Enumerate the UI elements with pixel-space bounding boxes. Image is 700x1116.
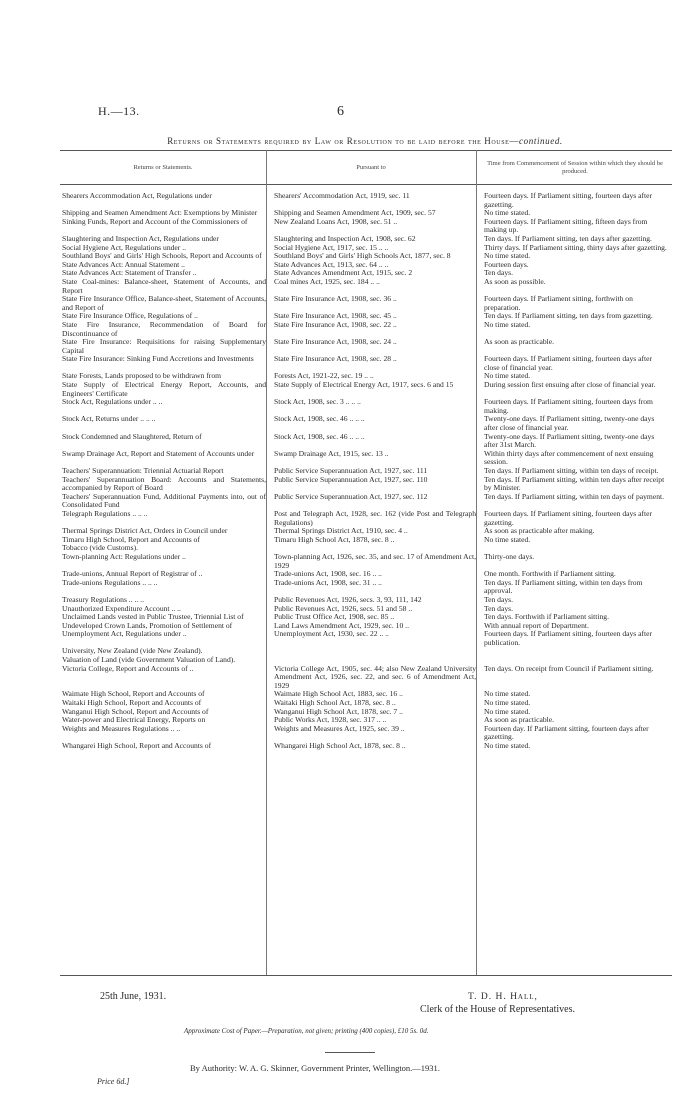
page-subtitle bbox=[60, 136, 670, 146]
return-cell: Telegraph Regulations .. .. .. bbox=[62, 508, 148, 518]
table-row bbox=[60, 493, 672, 510]
table-row bbox=[60, 415, 672, 432]
table-bottom-rule bbox=[60, 975, 672, 976]
time-cell: No time stated. bbox=[484, 208, 531, 218]
pursuant-cell: Victoria College Act, 1905, sec. 44; also New Zealand University Amendment Act, 1926, sec. 22, and sec. 6 of Amendment Act, 1929 bbox=[274, 663, 476, 690]
pursuant-cell: Trade-unions Act, 1908, sec. 16 .. .. bbox=[274, 569, 382, 579]
return-cell: State Fire Insurance Office, Regulations of .. bbox=[62, 311, 198, 321]
table-row bbox=[60, 295, 672, 312]
pursuant-cell: State Supply of Electrical Energy Act, 1917, secs. 6 and 15 bbox=[274, 380, 454, 390]
time-cell: Thirty days. If Parliament sitting, thirty days after gazetting. bbox=[484, 242, 667, 252]
time-cell: Fourteen day. If Parliament sitting, fourteen days after gazetting. bbox=[484, 723, 649, 742]
return-cell: Social Hygiene Act, Regulations under .. bbox=[62, 242, 187, 252]
pursuant-cell: Social Hygiene Act, 1917, sec. 15 .. .. bbox=[274, 242, 389, 252]
pursuant-cell: Public Service Superannuation Act, 1927, sec. 112 bbox=[274, 491, 428, 501]
time-cell: As soon as practicable. bbox=[484, 715, 555, 725]
time-cell: As soon as practicable after making. bbox=[484, 526, 595, 536]
time-cell: No time stated. bbox=[484, 371, 531, 381]
pursuant-cell: Swamp Drainage Act, 1915, sec. 13 .. bbox=[274, 448, 389, 458]
return-cell: Shipping and Seamen Amendment Act: Exemptions by Minister bbox=[62, 208, 258, 218]
cost-note: Approximate Cost of Paper.—Preparation, not given; printing (400 copies), £10 5s. 0d. bbox=[184, 1027, 429, 1035]
return-cell: Swamp Drainage Act, Report and Statement of Accounts under bbox=[62, 448, 255, 458]
return-cell: Thermal Springs District Act, Orders in Council under bbox=[62, 526, 228, 536]
return-cell: Treasury Regulations .. .. .. bbox=[62, 594, 144, 604]
pursuant-cell: Coal mines Act, 1925, sec. 184 .. .. bbox=[274, 276, 380, 286]
table-row bbox=[60, 742, 672, 751]
table-row bbox=[60, 476, 672, 493]
pursuant-cell: State Fire Insurance Act, 1908, sec. 36 .. bbox=[274, 294, 397, 304]
pursuant-cell: Waimate High School Act, 1883, sec. 16 .. bbox=[274, 689, 403, 699]
time-cell: Ten days. bbox=[484, 603, 513, 613]
time-cell: Fourteen days. If Parliament sitting, fourteen days after gazetting. bbox=[484, 191, 653, 209]
returns-table bbox=[60, 192, 672, 751]
pursuant-cell: Public Revenues Act, 1926, secs. 51 and 58 .. bbox=[274, 603, 413, 613]
pursuant-cell: Land Laws Amendment Act, 1929, sec. 10 .. bbox=[274, 620, 409, 630]
price-note: Price 6d.] bbox=[97, 1077, 130, 1086]
table-row bbox=[60, 355, 672, 372]
time-cell: Ten days. If Parliament sitting, within ten days of payment. bbox=[484, 491, 664, 501]
pursuant-cell: State Fire Insurance Act, 1908, sec. 45 .. bbox=[274, 311, 397, 321]
pursuant-cell: Public Service Superannuation Act, 1927, sec. 111 bbox=[274, 466, 428, 475]
pursuant-cell: Stock Act, 1908, sec. 3 .. .. .. bbox=[274, 397, 361, 407]
page-number: 6 bbox=[337, 104, 344, 119]
pursuant-cell: State Advances Act, 1913, sec. 64 .. .. bbox=[274, 259, 389, 269]
return-cell: Tobacco (vide Customs). bbox=[62, 543, 139, 553]
return-cell: Timaru High School, Report and Accounts of bbox=[62, 534, 200, 544]
return-cell: Teachers' Superannuation: Triennial Actuarial Report bbox=[62, 466, 224, 475]
pursuant-cell: Timaru High School Act, 1878, sec. 8 .. bbox=[274, 534, 395, 544]
table-row bbox=[60, 553, 672, 570]
pursuant-cell: Public Trust Office Act, 1908, sec. 85 .. bbox=[274, 612, 395, 622]
table-row bbox=[60, 278, 672, 295]
pursuant-cell: Weights and Measures Act, 1925, sec. 39 .. bbox=[274, 723, 405, 733]
pursuant-cell: Town-planning Act, 1926, sec. 35, and sec. 17 of Amendment Act, 1929 bbox=[274, 551, 476, 570]
return-cell: Teachers' Superannuation Board: Accounts and Statements, accompanied by Report of Board bbox=[62, 474, 266, 493]
return-cell: State Coal-mines: Balance-sheet, Statement of Accounts, and Report bbox=[62, 276, 266, 295]
time-cell: Twenty-one days. If Parliament sitting, twenty-one days after 31st March. bbox=[484, 431, 655, 450]
time-cell: Ten days. On receipt from Council if Parliament sitting. bbox=[484, 663, 654, 673]
pursuant-cell: State Advances Amendment Act, 1915, sec. 2 bbox=[274, 268, 413, 278]
return-cell: Slaughtering and Inspection Act, Regulations under bbox=[62, 233, 219, 243]
time-cell: No time stated. bbox=[484, 319, 531, 329]
time-cell: Ten days. If Parliament sitting, within ten days of receipt. bbox=[484, 466, 659, 475]
pursuant-cell: Public Service Superannuation Act, 1927, sec. 110 bbox=[274, 474, 428, 484]
return-cell: State Advances Act: Annual Statement .. bbox=[62, 259, 185, 269]
time-cell: Fourteen days. If Parliament sitting, fourteen days after gazetting. bbox=[484, 508, 653, 527]
return-cell: Water-power and Electrical Energy, Reports on bbox=[62, 715, 206, 725]
return-cell: Victoria College, Report and Accounts of .. bbox=[62, 663, 194, 673]
return-cell: Unclaimed Lands vested in Public Trustee, Triennial List of bbox=[62, 612, 244, 622]
document-reference: H.—13. bbox=[98, 104, 140, 118]
time-cell: Twenty-one days. If Parliament sitting, twenty-one days after close of financial year. bbox=[484, 414, 655, 433]
return-cell: Trade-unions, Annual Report of Registrar of .. bbox=[62, 569, 203, 579]
time-cell: Within thirty days after commencement of next ensuing session. bbox=[484, 448, 654, 467]
return-cell: Weights and Measures Regulations .. .. bbox=[62, 723, 181, 733]
pursuant-cell bbox=[269, 647, 479, 656]
return-cell: Teachers' Superannuation Fund, Additional Payments into, out of Consolidated Fund bbox=[62, 491, 266, 510]
time-cell: No time stated. bbox=[484, 534, 531, 544]
pursuant-cell: Trade-unions Act, 1908, sec. 31 .. .. bbox=[274, 577, 382, 587]
signature-title: Clerk of the House of Representatives. bbox=[420, 1004, 575, 1015]
return-cell: Shearers Accommodation Act, Regulations under bbox=[62, 191, 212, 200]
table-row bbox=[60, 433, 672, 450]
pursuant-cell: State Fire Insurance Act, 1908, sec. 22 .. bbox=[274, 319, 397, 329]
time-cell: During session first ensuing after close of financial year. bbox=[484, 380, 656, 390]
return-cell: Wanganui High School, Report and Accounts of bbox=[62, 706, 209, 716]
pursuant-cell: Southland Boys' and Girls' High Schools Act, 1877, sec. 8 bbox=[274, 251, 451, 261]
table-row bbox=[60, 321, 672, 338]
return-cell: Valuation of Land (vide Government Valuation of Land). bbox=[62, 655, 236, 665]
pursuant-cell: Waitaki High School Act, 1878, sec. 8 .. bbox=[274, 698, 396, 708]
pursuant-cell: Post and Telegraph Act, 1928, sec. 162 (vide Post and Telegraph Regulations) bbox=[274, 508, 476, 527]
table-row bbox=[60, 450, 672, 467]
time-cell: Ten days. If Parliament sitting, within ten days after receipt by Minister. bbox=[484, 474, 665, 493]
return-cell: Undeveloped Crown Lands, Promotion of Settlement of bbox=[62, 620, 233, 630]
pursuant-cell: Stock Act, 1908, sec. 46 .. .. .. bbox=[274, 414, 365, 424]
return-cell: State Fire Insurance, Recommendation of Board for Discontinuance of bbox=[62, 319, 266, 338]
time-cell: Ten days. bbox=[484, 268, 513, 278]
return-cell: State Fire Insurance: Requisitions for raising Supplementary Capital bbox=[62, 337, 266, 355]
column-header-pursuant: Pursuant to bbox=[356, 164, 386, 171]
pursuant-cell: Unemployment Act, 1930, sec. 22 .. .. bbox=[274, 629, 389, 639]
pursuant-cell: Wanganui High School Act, 1878, sec. 7 .. bbox=[274, 706, 403, 716]
pursuant-cell: Stock Act, 1908, sec. 46 .. .. .. bbox=[274, 431, 365, 441]
time-cell: No time stated. bbox=[484, 251, 531, 261]
table-row bbox=[60, 665, 672, 691]
time-cell: No time stated. bbox=[484, 741, 531, 750]
return-cell: Stock Act, Returns under .. .. .. bbox=[62, 414, 156, 424]
return-cell: Southland Boys' and Girls' High Schools, Report and Accounts of bbox=[62, 251, 262, 261]
time-cell: Ten days. If Parliament sitting, ten days from gazetting. bbox=[484, 311, 653, 321]
table-row bbox=[60, 536, 672, 545]
table-row bbox=[60, 338, 672, 355]
time-cell: No time stated. bbox=[484, 689, 531, 699]
authority-line: By Authority: W. A. G. Skinner, Government Printer, Wellington.—1931. bbox=[190, 1063, 440, 1073]
time-cell: With annual report of Department. bbox=[484, 620, 589, 630]
pursuant-cell: New Zealand Loans Act, 1908, sec. 51 .. bbox=[274, 216, 398, 226]
column-header-returns: Returns or Statements. bbox=[133, 164, 193, 171]
return-cell: Whangarei High School, Report and Accounts of bbox=[62, 741, 212, 750]
return-cell: Trade-unions Regulations .. .. .. bbox=[62, 577, 158, 587]
pursuant-cell: Slaughtering and Inspection Act, 1908, sec. 62 bbox=[274, 233, 416, 243]
time-cell: Ten days. Forthwith if Parliament sitting. bbox=[484, 612, 609, 622]
pursuant-cell: Public Works Act, 1928, sec. 317 .. .. bbox=[274, 715, 387, 725]
return-cell: State Fire Insurance Office, Balance-sheet, Statement of Accounts, and Report of bbox=[62, 294, 266, 312]
pursuant-cell: Forests Act, 1921-22, sec. 19 .. .. bbox=[274, 371, 374, 381]
signature-date: 25th June, 1931. bbox=[100, 991, 167, 1002]
table-row bbox=[60, 192, 672, 209]
time-cell: Ten days. If Parliament sitting, ten days after gazetting. bbox=[484, 233, 652, 243]
footer-rule bbox=[325, 1052, 375, 1053]
time-cell: Fourteen days. If Parliament sitting, fourteen days after publication. bbox=[484, 629, 653, 647]
time-cell: Fourteen days. If Parliament sitting, fourteen days after close of financial year. bbox=[484, 354, 653, 372]
pursuant-cell: Whangarei High School Act, 1878, sec. 8 .. bbox=[274, 741, 406, 750]
time-cell: No time stated. bbox=[484, 706, 531, 716]
return-cell: Stock Act, Regulations under .. .. bbox=[62, 397, 163, 407]
return-cell: Sinking Funds, Report and Account of the Commissioners of bbox=[62, 216, 248, 226]
return-cell: Stock Condemned and Slaughtered, Return of bbox=[62, 431, 202, 441]
returns-table-body bbox=[60, 192, 672, 751]
time-cell: Fourteen days. If Parliament sitting, forthwith on preparation. bbox=[484, 294, 633, 312]
return-cell: University, New Zealand (vide New Zealand). bbox=[62, 646, 203, 656]
table-row bbox=[60, 579, 672, 596]
return-cell: State Supply of Electrical Energy Report, Accounts, and Engineers' Certificate bbox=[62, 380, 266, 398]
signature-name: T. D. H. Hall, bbox=[468, 992, 538, 1002]
time-cell: As soon as practicable. bbox=[484, 337, 555, 347]
subtitle-continued: continued. bbox=[519, 136, 563, 146]
table-row bbox=[60, 218, 672, 235]
return-cell: Waitaki High School, Report and Accounts of bbox=[62, 698, 202, 708]
return-cell: Unauthorized Expenditure Account .. .. bbox=[62, 603, 181, 613]
column-header-time: Time from Commencement of Session within which they should be produced. bbox=[487, 160, 663, 175]
time-cell: Fourteen days. bbox=[484, 259, 529, 269]
time-cell: Fourteen days. If Parliament sitting, fourteen days from making. bbox=[484, 397, 653, 415]
pursuant-cell: State Fire Insurance Act, 1908, sec. 28 .. bbox=[274, 354, 397, 364]
subtitle-text: Returns or Statements required by Law or Resolution to be laid before the House— bbox=[167, 136, 520, 146]
pursuant-cell: Shearers' Accommodation Act, 1919, sec. 11 bbox=[274, 191, 410, 200]
return-cell: Unemployment Act, Regulations under .. bbox=[62, 629, 187, 639]
time-cell: Fourteen days. If Parliament sitting, fifteen days from making up. bbox=[484, 216, 648, 235]
time-cell: As soon as possible. bbox=[484, 276, 546, 286]
table-row bbox=[60, 510, 672, 527]
return-cell: State Forests, Lands proposed to be withdrawn from bbox=[62, 371, 222, 381]
return-cell: Town-planning Act: Regulations under .. bbox=[62, 551, 186, 561]
time-cell: No time stated. bbox=[484, 698, 531, 708]
return-cell: State Fire Insurance: Sinking Fund Accretions and Investments bbox=[62, 354, 254, 364]
table-row bbox=[60, 398, 672, 415]
time-cell: Ten days. bbox=[484, 594, 513, 604]
time-cell: One month. Forthwith if Parliament sitting. bbox=[484, 569, 616, 579]
time-cell: Thirty-one days. bbox=[484, 551, 535, 561]
return-cell: Waimate High School, Report and Accounts of bbox=[62, 689, 205, 699]
table-row bbox=[60, 725, 672, 742]
pursuant-cell: Shipping and Seamen Amendment Act, 1909, sec. 57 bbox=[274, 208, 436, 218]
table-row bbox=[60, 381, 672, 398]
pursuant-cell: Public Revenues Act, 1926, secs. 3, 93, 111, 142 bbox=[274, 594, 422, 604]
table-header-rule bbox=[60, 184, 672, 185]
time-cell bbox=[479, 647, 672, 656]
table-top-rule bbox=[60, 150, 672, 151]
time-cell: Ten days. If Parliament sitting, within ten days from approval. bbox=[484, 577, 643, 596]
pursuant-cell: State Fire Insurance Act, 1908, sec. 24 .. bbox=[274, 337, 397, 347]
return-cell: State Advances Act: Statement of Transfer .. bbox=[62, 268, 197, 278]
table-row bbox=[60, 630, 672, 647]
pursuant-cell: Thermal Springs District Act, 1910, sec. 4 .. bbox=[274, 526, 408, 536]
